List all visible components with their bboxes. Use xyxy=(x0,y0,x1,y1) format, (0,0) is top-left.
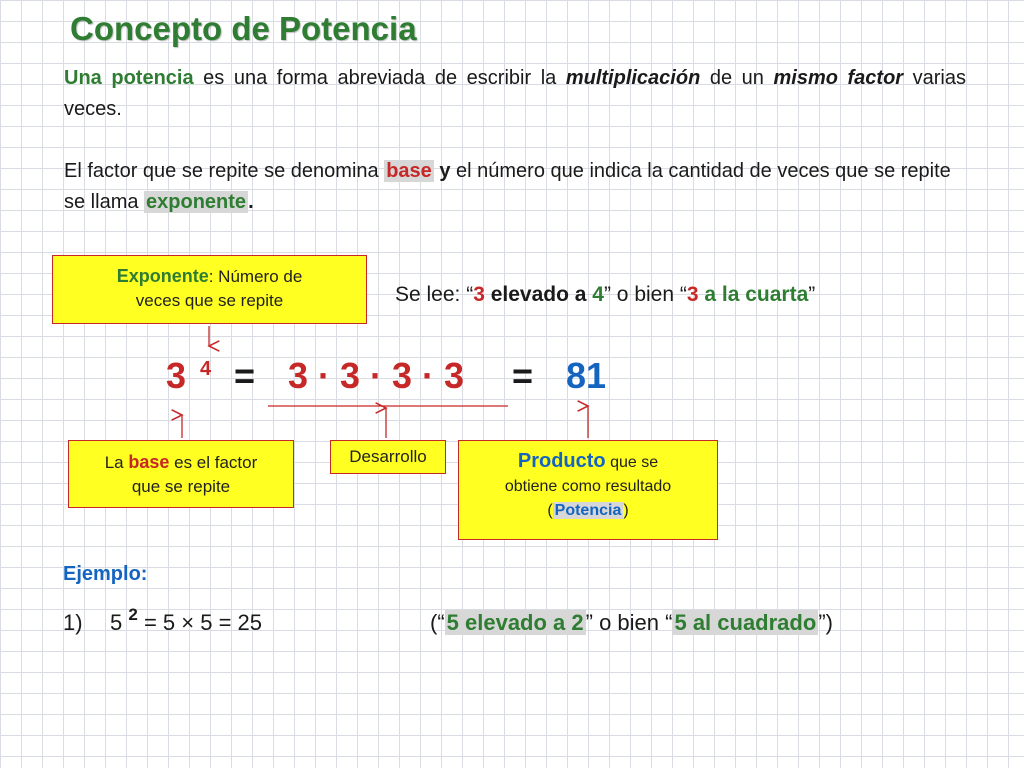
example-exponent: 2 xyxy=(128,605,138,624)
reading-num-1: 3 xyxy=(473,283,485,306)
example-reading-mid: ” o bien “ xyxy=(585,610,673,635)
equation-base: 3 xyxy=(166,355,187,396)
producto-open-paren: ( xyxy=(547,502,553,519)
producto-keyword: Producto xyxy=(517,450,606,472)
definition-text-2: de un xyxy=(700,67,774,89)
desarrollo-callout-box xyxy=(330,440,446,474)
term-multiplicacion: multiplicación xyxy=(565,67,701,89)
reading-exp: 4 xyxy=(592,283,604,306)
desarrollo-label: Desarrollo xyxy=(349,447,427,466)
base-callout-post: es el factor xyxy=(169,453,258,472)
reading-text xyxy=(395,283,815,307)
term-exponente: exponente xyxy=(146,191,247,213)
equation-equals-1: = xyxy=(234,355,256,396)
reading-mid: ” o bien “ xyxy=(603,283,687,306)
equation-result: 81 xyxy=(566,355,607,396)
producto-callout-line2: obtiene como resultado xyxy=(504,478,672,495)
example-reading-cuadrado: 5 al cuadrado xyxy=(674,610,817,635)
page-title: Concepto de Potencia xyxy=(70,10,417,47)
paragraph-text-2: el número que indica la cantidad de veces que se repite se llama xyxy=(64,160,951,213)
exponent-callout-line2: veces que se repite xyxy=(135,291,284,310)
base-exponent-paragraph xyxy=(64,156,966,218)
potencia-keyword: Potencia xyxy=(554,502,622,519)
exponent-callout-rest: : Número de xyxy=(208,267,303,286)
equation-exponent: 4 xyxy=(200,358,212,380)
example-number: 1) xyxy=(63,610,83,635)
term-base: base xyxy=(386,160,432,182)
example-reading-open: (“ xyxy=(430,610,445,635)
producto-callout-rest: que se xyxy=(605,454,659,471)
paragraph-y: y xyxy=(433,160,451,182)
base-callout-line1 xyxy=(69,450,293,475)
definition-text-1: es una forma abreviada de escribir la xyxy=(193,67,566,89)
example-expression xyxy=(110,605,263,636)
paragraph-period: . xyxy=(248,191,254,213)
producto-callout-line3 xyxy=(459,499,717,523)
producto-close-paren: ) xyxy=(623,502,629,519)
example-reading xyxy=(430,610,833,636)
base-callout-line2: que se repite xyxy=(131,477,231,496)
equation-expansion: 3 · 3 · 3 · 3 xyxy=(288,355,465,396)
paragraph-text-1: El factor que se repite se denomina xyxy=(64,160,385,182)
example-reading-elevado: 5 elevado a 2 xyxy=(446,610,584,635)
exponent-keyword: Exponente xyxy=(116,266,209,286)
term-una-potencia: Una potencia xyxy=(64,67,194,89)
base-callout-box xyxy=(68,440,294,508)
exponent-callout-line1 xyxy=(53,264,366,289)
example-heading: Ejemplo: xyxy=(63,563,148,585)
reading-end: ” xyxy=(808,283,816,306)
term-mismo-factor: mismo factor xyxy=(773,67,904,89)
producto-callout-box xyxy=(458,440,718,540)
reading-num-2: 3 xyxy=(686,283,699,306)
base-keyword: base xyxy=(128,452,170,472)
definition-paragraph xyxy=(64,63,966,125)
exponent-callout-box xyxy=(52,255,367,324)
producto-callout-line1 xyxy=(459,449,717,475)
definition-text-3: varias veces. xyxy=(64,67,966,120)
reading-cuarta: a la cuarta xyxy=(698,283,809,306)
reading-lead: Se lee: “ xyxy=(395,283,474,306)
base-callout-pre: La xyxy=(104,453,129,472)
example-reading-close: ”) xyxy=(818,610,833,635)
example-base: 5 xyxy=(110,610,123,635)
reading-elevado: elevado a xyxy=(484,283,593,306)
example-expansion: = 5 × 5 = 25 xyxy=(143,610,263,635)
equation-equals-2: = xyxy=(512,355,534,396)
